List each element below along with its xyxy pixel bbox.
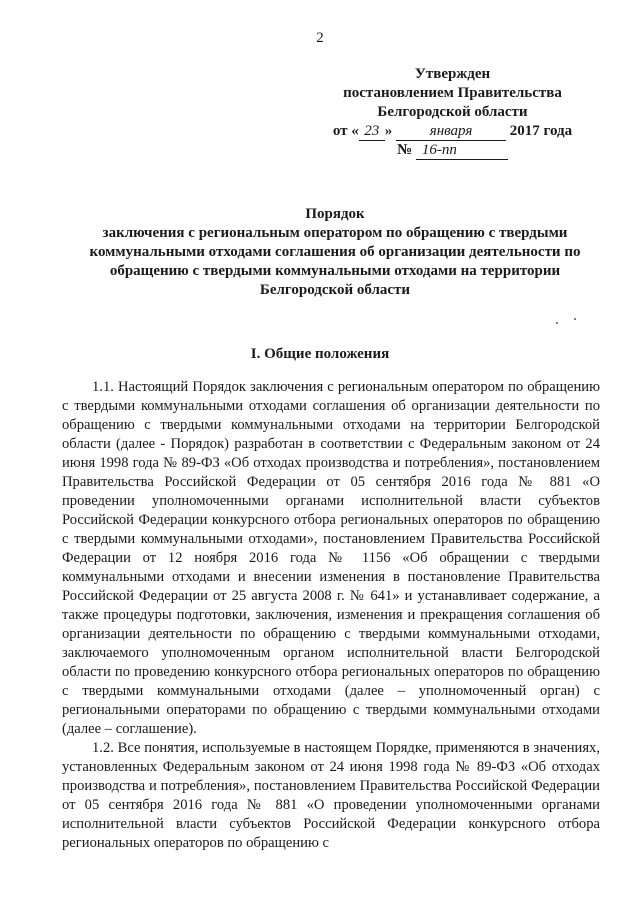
title-word: Порядок [305,206,365,222]
title-line-1: заключения с региональным оператором по обращению с твердыми [102,225,568,241]
approval-date-day: 23 [359,124,385,141]
body-text [62,378,600,853]
approval-line-approved: Утвержден [414,66,491,82]
paragraph-1-2: 1.2. Все понятия, используемые в настоящем Порядке, применяются в значениях, установленных Федеральным законом от 24 июня 1998 года № 89-ФЗ «Об отходах производства и потребления», постановлением Правительства Российской Федерации от 05 сентября 2016 года № 881 «О проведении уполномоченными органами исполнительной власти субъектов Российской Федерации конкурсного отбора региональных операторов по обращению с [62,740,600,851]
title-line-2: коммунальными отходами соглашения об организации деятельности по [89,244,581,260]
approval-number-value: 16-пп [416,143,508,160]
scan-speck [556,322,558,324]
document-title [70,205,600,300]
title-line-4: Белгородской области [259,282,411,298]
approval-line-resolution: постановлением Правительства [343,85,562,101]
scan-speck [574,318,576,320]
paragraph-1-1: 1.1. Настоящий Порядок заключения с региональным оператором по обращению с твердыми коммунальными отходами соглашения об организации деятельности по обращению с твердыми коммунальными отходами на территории Белгородской области (далее - Порядок) разработан в соответствии с Федеральным законом от 24 июня 1998 года № 89-ФЗ «Об отходах производства и потребления», постановлением Правительства Российской Федерации от 05 сентября 2016 года № 881 «О проведении уполномоченными органами исполнительной власти субъектов Российской Федерации конкурсного отбора региональных операторов по обращению с твердыми коммунальными отходами», постановлением Правительства Российской Федерации от 12 ноября 2016 года № 1156 «Об обращении с твердыми коммунальными отходами и внесении изменения в постановление Правительства Российской Федерации от 25 августа 2008 г. № 641» и устанавливает содержание, а также процедуры подготовки, заключения, изменения и прекращения соглашения об организации деятельности по обращению с твердыми коммунальными отходами, заключаемого уполномоченным органом исполнительной власти Белгородской области по проведению конкурсного отбора региональных операторов по обращению с твердыми коммунальными отходами (далее – уполномоченный орган) с региональными операторами по обращению с твердыми коммунальными отходами (далее – соглашение). [62,379,600,737]
approval-date-line [310,122,595,141]
approval-line-region: Белгородской области [377,104,528,120]
approval-number-prefix: № [397,142,413,158]
section-heading: I. Общие положения [250,346,390,362]
approval-date-prefix: от « [332,123,359,139]
approval-stamp-block [310,65,595,160]
approval-number-line [310,141,595,160]
approval-date-mid: » [384,123,393,139]
title-line-3: обращению с твердыми коммунальными отходами на территории [109,263,561,279]
approval-date-suffix: 2017 года [509,123,573,139]
approval-date-month: января [396,124,506,141]
page-number: 2 [316,30,324,46]
